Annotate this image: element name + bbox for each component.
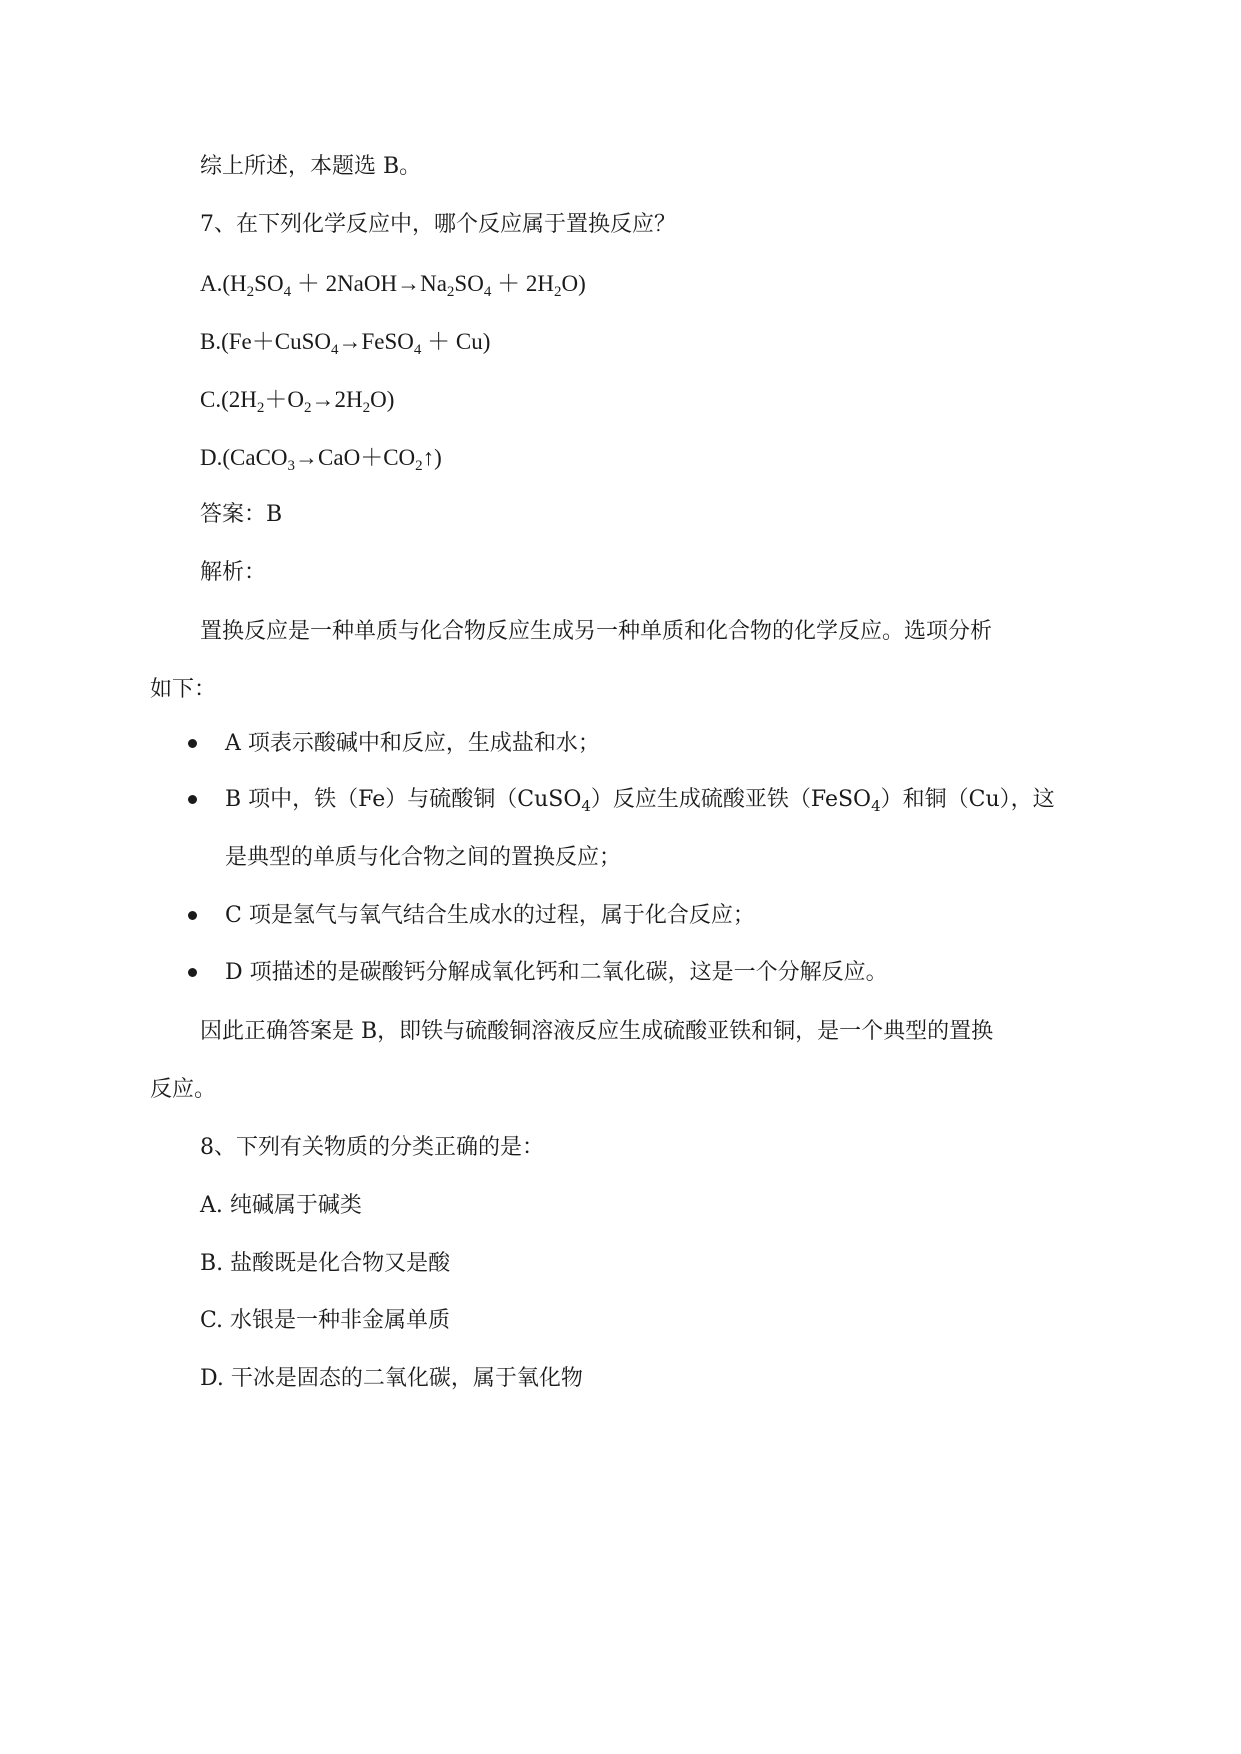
bullet-dot (188, 739, 197, 748)
question-7-option-d (200, 443, 442, 473)
conclusion-line-1: 因此正确答案是 B，即铁与硫酸铜溶液反应生成硫酸亚铁和铜，是一个典型的置换 (200, 1019, 994, 1044)
bullet-item-c: C 项是氢气与氧气结合生成水的过程，属于化合反应； (225, 903, 755, 928)
bullet-item-a: A 项表示酸碱中和反应，生成盐和水； (225, 731, 600, 756)
question-7-option-b (200, 327, 490, 357)
option-letter: B. (200, 329, 222, 354)
question-8-option-c: C. 水银是一种非金属单质 (200, 1308, 451, 1333)
question-7-option-a (200, 269, 586, 299)
analysis-paragraph-line-1: 置换反应是一种单质与化合物反应生成另一种单质和化合物的化学反应。选项分析 (200, 619, 993, 644)
option-equation: $(2H_2+O_2\to 2H_2O)$ (221, 387, 395, 416)
bullet-dot (188, 968, 197, 977)
question-7-text: 7、在下列化学反应中，哪个反应属于置换反应？ (200, 212, 676, 237)
bullet-item-d: D 项描述的是碳酸钙分解成氧化钙和二氧化碳，这是一个分解反应。 (225, 960, 888, 985)
bullet-item-b-line-1: B 项中，铁（Fe）与硫酸铜（CuSO$_4$）反应生成硫酸亚铁（FeSO$_4$）和铜（Cu），这 (225, 787, 1055, 815)
option-equation: $(CaCO_3\to CaO+CO_2↑)$ (222, 445, 442, 474)
question-8-option-a: A. 纯碱属于碱类 (200, 1193, 362, 1218)
option-letter: A. (200, 271, 223, 296)
option-equation: (Fe＋CuSO$_4$→FeSO$_4$ ＋ Cu) (221, 329, 491, 358)
question-7-answer: 答案：B (200, 502, 283, 527)
analysis-paragraph-line-2: 如下： (150, 677, 217, 702)
option-equation: ($H_2SO_4$ ＋ $2NaOH\to Na_2SO_4 + 2H_2O$) (222, 271, 586, 300)
analysis-label: 解析： (200, 560, 267, 585)
option-letter: C. (200, 387, 222, 412)
question-8-option-d: D. 干冰是固态的二氧化碳，属于氧化物 (200, 1366, 583, 1391)
question-8-text: 8、下列有关物质的分类正确的是： (200, 1135, 544, 1160)
bullet-dot (188, 911, 197, 920)
question-7-option-c (200, 385, 394, 415)
option-letter: D. (200, 445, 223, 470)
bullet-dot (188, 795, 197, 804)
summary-line: 综上所述，本题选 B。 (200, 154, 422, 179)
conclusion-line-2: 反应。 (150, 1077, 217, 1102)
bullet-item-b-line-2: 是典型的单质与化合物之间的置换反应； (225, 845, 622, 870)
question-8-option-b: B. 盐酸既是化合物又是酸 (200, 1251, 451, 1276)
